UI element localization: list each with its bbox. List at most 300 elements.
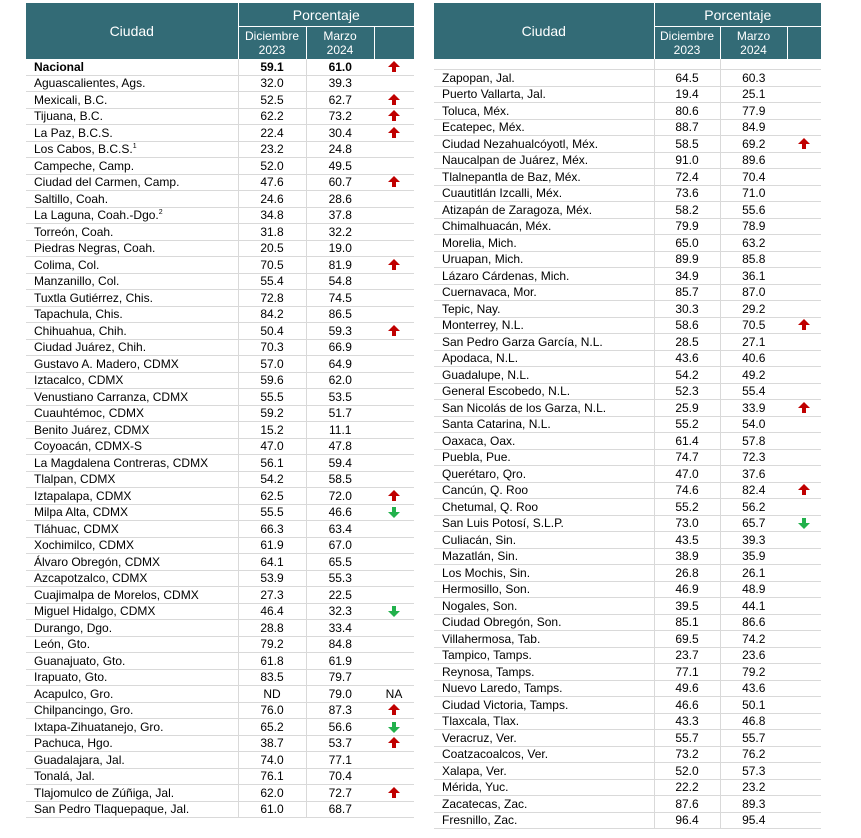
dec-2023-cell: 22.2: [654, 779, 720, 796]
dec-2023-cell: 32.0: [238, 75, 306, 92]
table-row: [434, 284, 821, 301]
dec-2023-cell: 38.9: [654, 548, 720, 565]
dec-2023-cell: 52.0: [654, 763, 720, 780]
mar-2024-cell: 46.6: [306, 504, 374, 521]
table-row: [434, 746, 821, 763]
city-cell: San Pedro Garza García, N.L.: [434, 334, 654, 351]
dec-2023-cell: 43.3: [654, 713, 720, 730]
arrow-up-icon: [388, 325, 400, 331]
mar-2024-cell: 72.3: [720, 449, 787, 466]
indicator-cell: [374, 290, 414, 307]
indicator-cell: [787, 697, 821, 714]
table-row: [26, 59, 414, 75]
indicator-cell: [787, 317, 821, 334]
indicator-cell: [374, 620, 414, 637]
mar-2024-cell: 61.0: [306, 59, 374, 75]
indicator-cell: [787, 680, 821, 697]
city-cell: Gustavo A. Madero, CDMX: [26, 356, 238, 373]
mar-2024-cell: 89.6: [720, 152, 787, 169]
indicator-cell: [374, 372, 414, 389]
city-cell: Toluca, Méx.: [434, 103, 654, 120]
indicator-cell: [787, 614, 821, 631]
city-cell: San Nicolás de los Garza, N.L.: [434, 400, 654, 417]
dec-2023-cell: 46.4: [238, 603, 306, 620]
indicator-cell: [374, 752, 414, 769]
table-row: [26, 686, 414, 703]
city-cell: Zacatecas, Zac.: [434, 796, 654, 813]
mar-2024-cell: 77.1: [306, 752, 374, 769]
indicator-cell: [787, 202, 821, 219]
dec-2023-cell: 58.2: [654, 202, 720, 219]
dec-2023-cell: 34.8: [238, 207, 306, 224]
table-row: [434, 317, 821, 334]
city-cell: San Pedro Tlaquepaque, Jal.: [26, 801, 238, 818]
mar-2024-cell: 79.2: [720, 664, 787, 681]
city-cell: Xochimilco, CDMX: [26, 537, 238, 554]
mar-2024-cell: 55.3: [306, 570, 374, 587]
dec-2023-cell: 83.5: [238, 669, 306, 686]
table-row: [26, 702, 414, 719]
indicator-cell: [374, 141, 414, 158]
table-row: [434, 202, 821, 219]
mar-2024-cell: 58.5: [306, 471, 374, 488]
city-cell: Puebla, Pue.: [434, 449, 654, 466]
table-row: [26, 537, 414, 554]
mar-2024-cell: 19.0: [306, 240, 374, 257]
dec-2023-cell: 50.4: [238, 323, 306, 340]
indicator-cell: [374, 719, 414, 736]
city-cell: Venustiano Carranza, CDMX: [26, 389, 238, 406]
indicator-cell: [787, 218, 821, 235]
city-cell: León, Gto.: [26, 636, 238, 653]
city-cell: Cuernavaca, Mor.: [434, 284, 654, 301]
table-row: [434, 812, 821, 829]
city-cell: Chihuahua, Chih.: [26, 323, 238, 340]
table-row: [434, 70, 821, 87]
mar-2024-cell: 60.3: [720, 70, 787, 87]
city-cell: Culiacán, Sin.: [434, 532, 654, 549]
indicator-cell: [787, 631, 821, 648]
table-row: [26, 801, 414, 818]
dec-2023-cell: 91.0: [654, 152, 720, 169]
mar-2024-cell: 47.8: [306, 438, 374, 455]
mar-2024-cell: 59.3: [306, 323, 374, 340]
table-row: [434, 532, 821, 549]
arrow-up-icon: [388, 94, 400, 100]
mar-2024-cell: 33.9: [720, 400, 787, 417]
mar-2024-cell: 95.4: [720, 812, 787, 829]
mar-2024-cell: 74.2: [720, 631, 787, 648]
indicator-cell: [787, 763, 821, 780]
mar-2024-cell: 39.3: [720, 532, 787, 549]
city-cell: Morelia, Mich.: [434, 235, 654, 252]
indicator-cell: [787, 581, 821, 598]
indicator-cell: [787, 251, 821, 268]
city-cell: Ciudad Obregón, Son.: [434, 614, 654, 631]
mar-2024-cell: 54.0: [720, 416, 787, 433]
table-row: [26, 306, 414, 323]
indicator-cell: [374, 273, 414, 290]
city-cell: La Magdalena Contreras, CDMX: [26, 455, 238, 472]
city-cell: Nuevo Laredo, Tamps.: [434, 680, 654, 697]
table-row: [434, 647, 821, 664]
dec-2023-cell: 62.2: [238, 108, 306, 125]
mar-2024-cell: 46.8: [720, 713, 787, 730]
dec-2023-cell: 85.1: [654, 614, 720, 631]
indicator-cell: [787, 433, 821, 450]
city-cell: La Laguna, Coah.-Dgo.$^2$: [26, 207, 238, 224]
dec-2023-cell: 88.7: [654, 119, 720, 136]
table-row: [26, 422, 414, 439]
mar-2024-cell: 63.2: [720, 235, 787, 252]
table-row: [434, 416, 821, 433]
dec-2023-cell: 38.7: [238, 735, 306, 752]
mar-2024-cell: 23.2: [720, 779, 787, 796]
indicator-cell: [787, 598, 821, 615]
table-row: [26, 273, 414, 290]
mar-2024-cell: 87.3: [306, 702, 374, 719]
dec-2023-cell: 61.4: [654, 433, 720, 450]
city-cell: Los Cabos, B.C.S.$^1$: [26, 141, 238, 158]
indicator-cell: [374, 785, 414, 802]
city-cell: Ecatepec, Méx.: [434, 119, 654, 136]
table-row: [26, 587, 414, 604]
city-cell: Cuautitlán Izcalli, Méx.: [434, 185, 654, 202]
table-row: [434, 268, 821, 285]
dec-2023-cell: 28.5: [654, 334, 720, 351]
city-cell: Guadalupe, N.L.: [434, 367, 654, 384]
dec-2023-cell: 73.0: [654, 515, 720, 532]
indicator-cell: [787, 235, 821, 252]
indicator-cell: [374, 636, 414, 653]
mar-2024-cell: 55.6: [720, 202, 787, 219]
table-row: [434, 565, 821, 582]
city-cell: Tlajomulco de Zúñiga, Jal.: [26, 785, 238, 802]
indicator-cell: [374, 587, 414, 604]
indicator-cell: [374, 108, 414, 125]
mar-2024-cell: 63.4: [306, 521, 374, 538]
indicator-cell: [787, 730, 821, 747]
dec-2023-cell: 65.2: [238, 719, 306, 736]
arrow-up-icon: [388, 737, 400, 743]
indicator-cell: [374, 59, 414, 75]
table-row: [26, 158, 414, 175]
table-row: [26, 240, 414, 257]
mar-2024-cell: 70.5: [720, 317, 787, 334]
dec-2023-cell: 26.8: [654, 565, 720, 582]
mar-2024-cell: 59.4: [306, 455, 374, 472]
table-row: [26, 636, 414, 653]
arrow-up-icon: [388, 61, 400, 67]
footnote-marker: 1: [132, 143, 137, 151]
city-cell: Mérida, Yuc.: [434, 779, 654, 796]
mar-2024-header: Marzo 2024: [306, 27, 374, 60]
dec-2023-cell: 25.9: [654, 400, 720, 417]
city-cell: Guanajuato, Gto.: [26, 653, 238, 670]
mar-2024-cell: 87.0: [720, 284, 787, 301]
mar-2024-cell: 55.7: [720, 730, 787, 747]
mar-2024-cell: 79.7: [306, 669, 374, 686]
mar-2024-cell: 30.4: [306, 125, 374, 142]
dec-2023-cell: 58.5: [654, 136, 720, 153]
arrow-up-icon: [798, 484, 810, 490]
dec-2023-cell: 59.1: [238, 59, 306, 75]
mar-2024-cell: 33.4: [306, 620, 374, 637]
city-cell: Benito Juárez, CDMX: [26, 422, 238, 439]
mar-2024-cell: 81.9: [306, 257, 374, 274]
table-row: [26, 735, 414, 752]
city-cell: Tepic, Nay.: [434, 301, 654, 318]
dec-2023-cell: 85.7: [654, 284, 720, 301]
indicator-cell: [374, 339, 414, 356]
indicator-cell: [787, 515, 821, 532]
indicator-cell: [787, 400, 821, 417]
city-cell: Tlalpan, CDMX: [26, 471, 238, 488]
dec-2023-cell: 30.3: [654, 301, 720, 318]
table-row: [434, 86, 821, 103]
indicator-cell: [787, 136, 821, 153]
city-cell: Tapachula, Chis.: [26, 306, 238, 323]
indicator-cell: [374, 554, 414, 571]
dec-2023-cell: 76.1: [238, 768, 306, 785]
dec-2023-cell: 58.6: [654, 317, 720, 334]
dec-2023-cell: 54.2: [238, 471, 306, 488]
mar-2024-cell: 73.2: [306, 108, 374, 125]
mar-2024-cell: 23.6: [720, 647, 787, 664]
indicator-cell: [374, 389, 414, 406]
dec-2023-cell: 96.4: [654, 812, 720, 829]
mar-2024-cell: 35.9: [720, 548, 787, 565]
indicator-cell: [787, 301, 821, 318]
dec-2023-cell: 70.3: [238, 339, 306, 356]
mar-2024-cell: 62.7: [306, 92, 374, 109]
table-row: [26, 752, 414, 769]
dec-2023-cell: 24.6: [238, 191, 306, 208]
dec-2023-cell: 76.0: [238, 702, 306, 719]
arrow-down-icon: [392, 606, 396, 611]
indicator-cell: [374, 455, 414, 472]
table-row: [26, 554, 414, 571]
mar-2024-cell: 84.9: [720, 119, 787, 136]
mar-2024-cell: 72.0: [306, 488, 374, 505]
mar-2024-cell: 55.4: [720, 383, 787, 400]
table-row: [26, 719, 414, 736]
percentage-header: Porcentaje: [654, 3, 821, 27]
arrow-up-icon: [388, 110, 400, 116]
city-cell: Atizapán de Zaragoza, Méx.: [434, 202, 654, 219]
table-row: [434, 796, 821, 813]
dec-2023-cell: 84.2: [238, 306, 306, 323]
table-row: [434, 730, 821, 747]
dec-2023-cell: 43.6: [654, 350, 720, 367]
mar-2024-cell: 78.9: [720, 218, 787, 235]
table-row: [434, 631, 821, 648]
table-row: [26, 257, 414, 274]
indicator-cell: [787, 103, 821, 120]
city-cell: Naucalpan de Juárez, Méx.: [434, 152, 654, 169]
dec-2023-cell: 79.9: [654, 218, 720, 235]
arrow-up-icon: [388, 490, 400, 496]
mar-2024-cell: 86.6: [720, 614, 787, 631]
table-row: [434, 350, 821, 367]
indicator-cell: [374, 438, 414, 455]
city-cell: Colima, Col.: [26, 257, 238, 274]
city-cell: Tlalnepantla de Baz, Méx.: [434, 169, 654, 186]
table-row: [434, 680, 821, 697]
dec-2023-cell: 47.0: [238, 438, 306, 455]
city-cell: Milpa Alta, CDMX: [26, 504, 238, 521]
city-cell: Oaxaca, Oax.: [434, 433, 654, 450]
indicator-cell: [374, 702, 414, 719]
indicator-cell: [374, 75, 414, 92]
indicator-cell: [374, 570, 414, 587]
dec-2023-cell: 15.2: [238, 422, 306, 439]
table-row: [434, 779, 821, 796]
mar-2024-cell: 66.9: [306, 339, 374, 356]
mar-2024-cell: 22.5: [306, 587, 374, 604]
indicator-cell: [787, 334, 821, 351]
table-row: [434, 598, 821, 615]
dec-2023-cell: 55.2: [654, 416, 720, 433]
dec-2023-cell: 57.0: [238, 356, 306, 373]
table-row: [26, 92, 414, 109]
city-cell: Xalapa, Ver.: [434, 763, 654, 780]
dec-2023-cell: 70.5: [238, 257, 306, 274]
indicator-header: [374, 27, 414, 60]
indicator-cell: [787, 416, 821, 433]
footnote-marker: 2: [158, 209, 163, 217]
mar-2024-cell: 70.4: [720, 169, 787, 186]
mar-2024-cell: 28.6: [306, 191, 374, 208]
dec-2023-cell: 61.9: [238, 537, 306, 554]
indicator-cell: [374, 504, 414, 521]
indicator-cell: [787, 466, 821, 483]
indicator-cell: [374, 471, 414, 488]
indicator-cell: [374, 422, 414, 439]
city-cell: Tláhuac, CDMX: [26, 521, 238, 538]
table-row: [434, 400, 821, 417]
table-row: [26, 653, 414, 670]
dec-2023-cell: 72.4: [654, 169, 720, 186]
mar-2024-cell: 24.8: [306, 141, 374, 158]
city-cell: Tampico, Tamps.: [434, 647, 654, 664]
dec-2023-cell: 52.0: [238, 158, 306, 175]
indicator-cell: [374, 257, 414, 274]
mar-2024-cell: 71.0: [720, 185, 787, 202]
arrow-down-icon: [802, 518, 806, 523]
mar-2024-cell: 72.7: [306, 785, 374, 802]
table-row: [26, 669, 414, 686]
mar-2024-cell: 53.5: [306, 389, 374, 406]
mar-2024-cell: 62.0: [306, 372, 374, 389]
indicator-cell: [787, 383, 821, 400]
indicator-cell: [787, 185, 821, 202]
table-row: [26, 174, 414, 191]
city-cell: Chimalhuacán, Méx.: [434, 218, 654, 235]
mar-2024-cell: 44.1: [720, 598, 787, 615]
city-cell: Fresnillo, Zac.: [434, 812, 654, 829]
indicator-cell: [374, 735, 414, 752]
city-cell: Azcapotzalco, CDMX: [26, 570, 238, 587]
table-row: [26, 356, 414, 373]
dec-2023-cell: 49.6: [654, 680, 720, 697]
mar-2024-cell: 29.2: [720, 301, 787, 318]
indicator-cell: [787, 152, 821, 169]
indicator-cell: [787, 169, 821, 186]
table-row: [434, 482, 821, 499]
indicator-cell: [374, 191, 414, 208]
indicator-cell: [374, 653, 414, 670]
table-row: [26, 323, 414, 340]
city-cell: Ciudad Victoria, Tamps.: [434, 697, 654, 714]
mar-2024-cell: 49.2: [720, 367, 787, 384]
table-row: [434, 697, 821, 714]
table-row: [434, 119, 821, 136]
dec-2023-cell: 62.5: [238, 488, 306, 505]
dec-2023-cell: 47.0: [654, 466, 720, 483]
mar-2024-cell: 57.3: [720, 763, 787, 780]
indicator-cell: [787, 284, 821, 301]
city-cell: Chilpancingo, Gro.: [26, 702, 238, 719]
mar-2024-cell: 40.6: [720, 350, 787, 367]
dec-2023-cell: 43.5: [654, 532, 720, 549]
indicator-cell: [787, 647, 821, 664]
indicator-cell: [787, 796, 821, 813]
table-row: [26, 108, 414, 125]
city-cell: Tlaxcala, Tlax.: [434, 713, 654, 730]
mar-2024-cell: 61.9: [306, 653, 374, 670]
city-cell: Puerto Vallarta, Jal.: [434, 86, 654, 103]
city-cell: Villahermosa, Tab.: [434, 631, 654, 648]
city-cell: Reynosa, Tamps.: [434, 664, 654, 681]
mar-2024-cell: 82.4: [720, 482, 787, 499]
table-row: [434, 185, 821, 202]
mar-2024-cell: 86.5: [306, 306, 374, 323]
dec-2023-cell: 52.3: [654, 383, 720, 400]
city-cell: Uruapan, Mich.: [434, 251, 654, 268]
table-row: [434, 763, 821, 780]
city-cell: Mazatlán, Sin.: [434, 548, 654, 565]
city-cell: Los Mochis, Sin.: [434, 565, 654, 582]
mar-2024-cell: 84.8: [306, 636, 374, 653]
city-cell: Cuauhtémoc, CDMX: [26, 405, 238, 422]
city-cell: Guadalajara, Jal.: [26, 752, 238, 769]
left-table: [26, 3, 414, 818]
indicator-cell: [374, 768, 414, 785]
mar-2024-cell: 57.8: [720, 433, 787, 450]
spacer-row: [434, 59, 821, 70]
indicator-cell: [787, 350, 821, 367]
city-cell: Tuxtla Gutiérrez, Chis.: [26, 290, 238, 307]
dec-2023-cell: ND: [238, 686, 306, 703]
city-cell: Coatzacoalcos, Ver.: [434, 746, 654, 763]
dec-2023-cell: 59.6: [238, 372, 306, 389]
dec-2023-cell: 66.3: [238, 521, 306, 538]
table-row: [26, 372, 414, 389]
mar-2024-cell: 32.3: [306, 603, 374, 620]
table-row: [26, 339, 414, 356]
dec-2023-cell: 87.6: [654, 796, 720, 813]
arrow-up-icon: [388, 176, 400, 182]
mar-2024-cell: 26.1: [720, 565, 787, 582]
mar-2024-cell: 39.3: [306, 75, 374, 92]
dec-2023-cell: 28.8: [238, 620, 306, 637]
city-cell: Saltillo, Coah.: [26, 191, 238, 208]
table-row: [434, 713, 821, 730]
indicator-cell: [787, 499, 821, 516]
dec-2023-cell: 46.9: [654, 581, 720, 598]
indicator-cell: [787, 86, 821, 103]
